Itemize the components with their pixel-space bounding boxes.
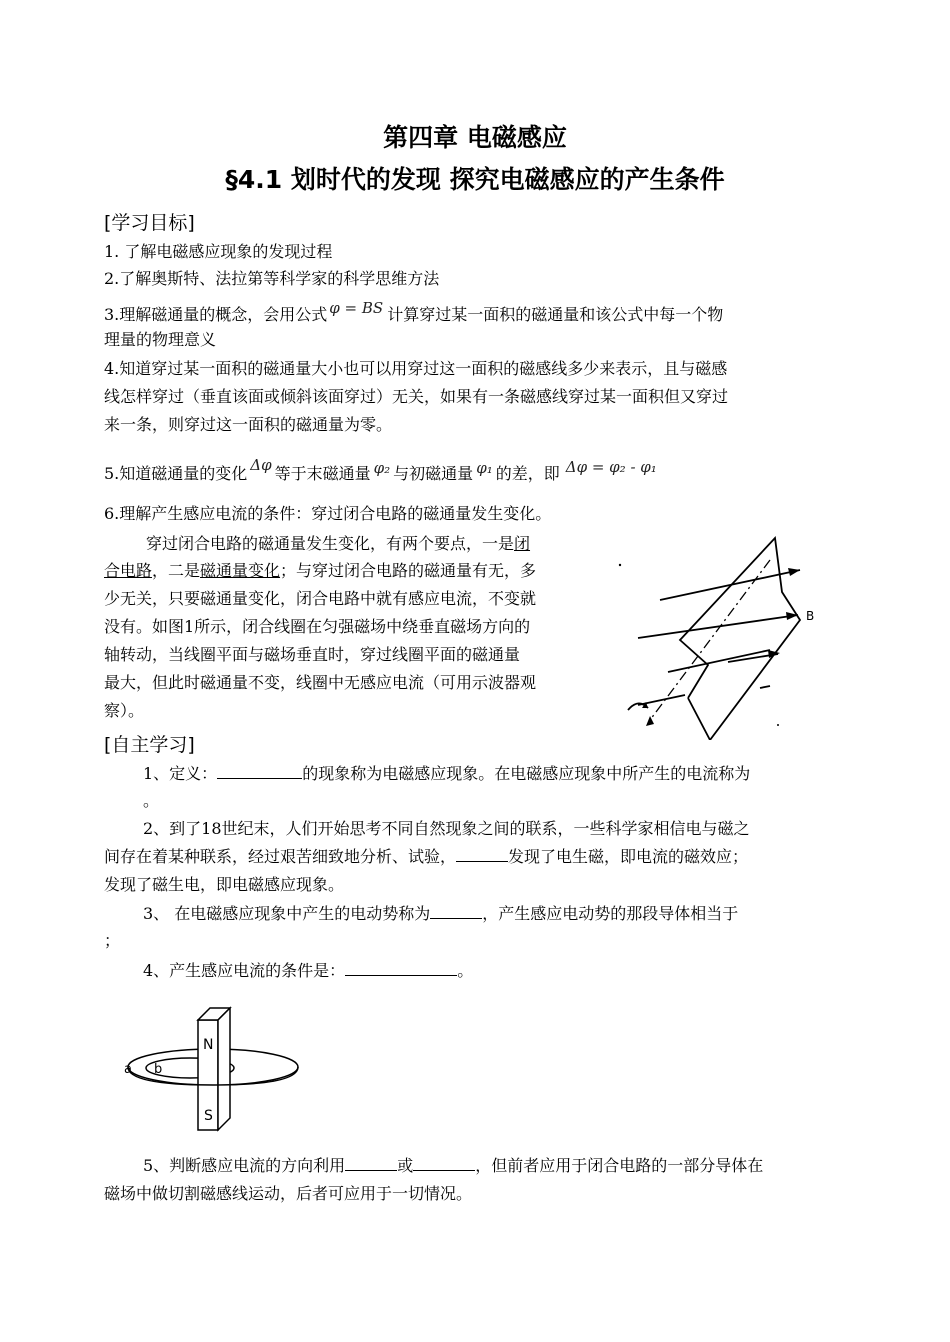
explain-underline-closed-circuit: 合电路 [104,561,153,580]
q5-blank-1[interactable] [345,1154,397,1171]
q1-blank-1[interactable] [217,762,302,779]
q4-text-b: 。 [457,961,474,980]
arrow-head-1 [788,568,800,576]
q3-text-a: 3、 在电磁感应现象中产生的电动势称为 [143,904,431,923]
objective-5-text-d: 的差，即 [495,464,560,483]
dot-mark [619,564,621,566]
q3-text-b: ，产生感应电动势的那段导体相当于 [482,904,739,923]
objective-2: 2.了解奥斯特、法拉第等科学家的科学思维方法 [104,269,440,288]
objective-4-line1: 4.知道穿过某一面积的磁通量大小也可以用穿过这一面积的磁感线多少来表示，且与磁感 [104,359,728,378]
objective-4-line3: 来一条，则穿过这一面积的磁通量为零。 [104,415,393,434]
section-title: §4.1 划时代的发现 探究电磁感应的产生条件 [225,165,725,194]
coil-outline [680,538,800,740]
formula-delta-phi: Δφ [250,456,272,474]
question-3-line2: ； [104,931,121,950]
objective-1: 1. 了解电磁感应现象的发现过程 [104,242,333,261]
q2-text-b: 间存在着某种联系，经过艰苦细致地分析、试验， [104,847,457,866]
objective-5-text-c: 与初磁通量 [393,464,474,483]
q5-blank-2[interactable] [413,1154,475,1171]
explain-line-1 [146,530,530,557]
explain-underline: 闭 [514,534,531,553]
chapter-title: 第四章 电磁感应 [383,123,567,152]
question-5-line2: 磁场中做切割磁感线运动，后者可应用于一切情况。 [104,1184,473,1203]
arrow-head-3 [768,650,780,658]
field-label-b: B [806,609,815,623]
explain-text: ，二是 [152,561,201,580]
label-b: b [154,1062,163,1077]
formula-delta-phi-difference: Δφ = φ₂ - φ₁ [565,458,657,476]
label-a: a [124,1062,132,1077]
field-line-2 [638,615,798,638]
explain-line-4: 没有。如图1所示，闭合线圈在匀强磁场中绕垂直磁场方向的 [104,617,531,636]
field-line-1 [660,570,800,600]
field-line-3 [668,650,770,672]
question-2-line1: 2、到了18世纪末，人们开始思考不同自然现象之间的联系，一些科学家相信电与磁之 [143,819,750,838]
field-line-4b [760,686,770,688]
explain-text: 穿过闭合电路的磁通量发生变化，有两个要点，一是 [146,534,515,553]
formula-phi2: φ₂ [373,459,391,477]
objective-3-text-b: 计算穿过某一面积的磁通量和该公式中每一个物 [387,305,724,324]
objectives-heading: [学习目标] [104,212,195,234]
question-4 [143,957,473,984]
label-s: S [204,1108,213,1124]
explain-line-7: 察）。 [104,701,145,720]
formula-phi1: φ₁ [476,459,493,477]
q5-text-b: 或 [397,1156,414,1175]
q2-blank-1[interactable] [456,845,508,862]
q3-blank-1[interactable] [430,902,482,919]
question-2-line3: 发现了磁生电，即电磁感应现象。 [104,875,345,894]
question-5-line1 [143,1152,763,1179]
q1-text-a: 1、定义： [143,764,218,783]
question-1-line1 [143,760,750,787]
figure-rotating-coil [610,530,830,740]
objective-3-line1 [104,301,723,329]
q1-text-b: 的现象称为电磁感应现象。在电磁感应现象中所产生的电流称为 [302,764,751,783]
explain-text: ；与穿过闭合电路的磁通量有无，多 [280,561,537,580]
q5-text-a: 5、判断感应电流的方向利用 [143,1156,346,1175]
question-3-line1 [143,900,738,927]
rotation-axis [650,560,770,720]
axis-arrow-head [646,716,654,726]
figure-magnet-loops [118,1005,308,1135]
objective-3-text-a: 3.理解磁通量的概念，会用公式 [104,305,328,324]
objective-5 [104,456,657,488]
explain-underline-flux-change: 磁通量变化 [200,561,281,580]
question-1-line2: 。 [143,791,160,810]
label-n: N [203,1037,214,1053]
question-2-line2 [104,843,748,870]
magnet-side [218,1008,230,1130]
explain-line-6: 最大，但此时磁通量不变，线圈中无感应电流（可用示波器观 [104,673,537,692]
q4-blank-1[interactable] [345,959,457,976]
explain-line-3: 少无关，只要磁通量变化，闭合电路中就有感应电流，不变就 [104,589,537,608]
q4-text-a: 4、产生感应电流的条件是： [143,961,346,980]
q5-text-c: ，但前者应用于闭合电路的一部分导体在 [475,1156,764,1175]
q2-text-c: 发现了电生磁，即电流的磁效应； [508,847,749,866]
objective-4-line2: 线怎样穿过（垂直该面或倾斜该面穿过）无关，如果有一条磁感线穿过某一面积但又穿过 [104,387,729,406]
formula-phi-bs: φ = BS [329,299,384,317]
self-study-heading: [自主学习] [104,734,195,756]
objective-5-text-a: 5.知道磁通量的变化 [104,464,248,483]
explain-line-2 [104,557,536,584]
objective-5-text-b: 等于末磁通量 [274,464,371,483]
objective-6: 6.理解产生感应电流的条件：穿过闭合电路的磁通量发生变化。 [104,504,552,523]
objective-3-line2: 理量的物理意义 [104,330,217,349]
explain-line-5: 轴转动，当线圈平面与磁场垂直时，穿过线圈平面的磁通量 [104,645,521,664]
dot-mark-2 [777,724,779,726]
